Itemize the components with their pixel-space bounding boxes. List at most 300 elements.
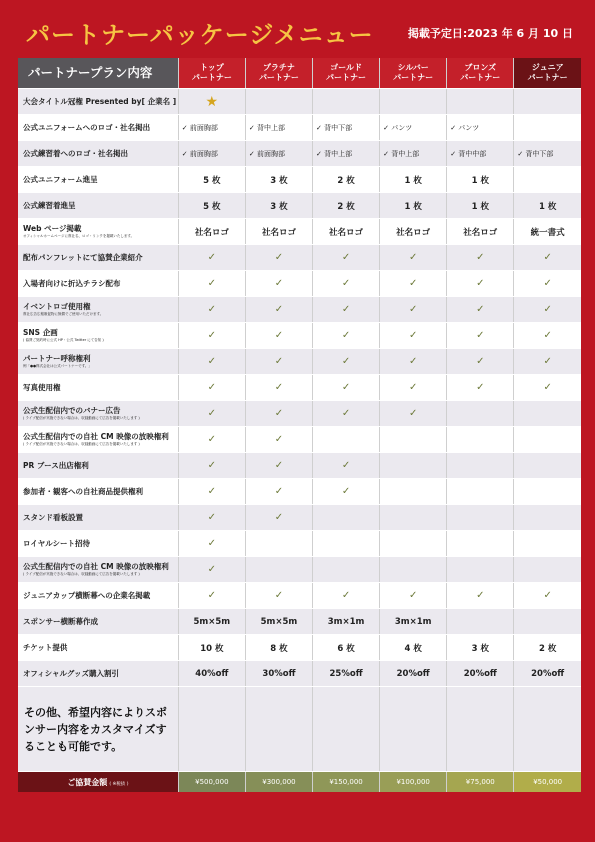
empty-cell [380,89,447,115]
empty-cell [514,401,581,427]
check-icon [380,375,447,401]
row-label-text: 公式練習着進呈 [23,200,76,210]
empty-cell [380,453,447,479]
check-icon [380,583,447,609]
row-label-text: SNS 企画 [23,328,58,337]
position-cell: ✓ パンツ [380,115,447,141]
check-icon [245,401,312,427]
check-icon [447,297,514,323]
price-top: ¥500,000 [178,772,245,793]
table-row [18,583,581,609]
check-icon [447,375,514,401]
table-row [18,427,581,453]
row-note: ( ライブ配信が実施できない場合は、収録動画にて広告を掲載いたします ) [23,442,140,446]
value-cell: 5 枚 [178,167,245,193]
empty-cell [514,427,581,453]
check-mark: ✓ [274,382,284,393]
empty-cell [380,531,447,557]
position-cell: ✓ 前面胸部 [178,115,245,141]
check-icon [380,245,447,271]
check-mark: ✓ [341,590,351,601]
row-label [18,297,178,323]
check-mark: ✓ [341,330,351,341]
empty-cell [514,89,581,115]
tier-bronze [447,58,514,89]
check-icon [313,375,380,401]
empty-cell [245,557,312,583]
value-cell: 30%off [245,661,312,687]
check-mark: ✓ [207,512,217,523]
check-icon [178,479,245,505]
row-label-text: Web ページ掲載 [23,224,82,233]
row-label [18,479,178,505]
check-icon [447,349,514,375]
tier-junior [514,58,581,89]
row-label-text: 公式ユニフォーム進呈 [23,174,98,184]
check-icon [178,349,245,375]
table-row [18,557,581,583]
check-icon [514,583,581,609]
check-icon [178,531,245,557]
position-cell: ✓ パンツ [447,115,514,141]
row-label [18,349,178,375]
check-icon [178,557,245,583]
tier-name: ブロンズ [464,63,497,72]
check-mark: ✓ [476,304,485,315]
row-note: オフィシャルホームページに貴社名、ロゴ・リンクを掲載いたします。 [23,234,135,238]
check-mark: ✓ [476,252,485,263]
value-cell: 3m×1m [313,609,380,635]
table-row [18,505,581,531]
tier-suffix: パートナー [393,73,434,82]
check-mark: ✓ [207,408,217,419]
row-label [18,245,178,271]
check-icon [178,401,245,427]
check-icon [245,349,312,375]
custom-note: その他、希望内容によりスポンサー内容をカスタマイズすることも可能です。 [18,687,178,772]
check-icon [313,323,380,349]
empty-cell [514,453,581,479]
check-icon [178,297,245,323]
check-icon [178,245,245,271]
check-icon [514,245,581,271]
empty-cell [380,505,447,531]
price-platinum: ¥300,000 [245,772,312,793]
check-mark: ✓ [274,408,284,419]
empty-cell [245,531,312,557]
empty-cell [447,687,514,772]
check-mark: ✓ [207,434,217,445]
position-cell: ✓ 背中上部 [313,141,380,167]
value-cell: 3 枚 [245,167,312,193]
benefit-rows [18,89,581,772]
value-cell: 4 枚 [380,635,447,661]
check-icon [380,271,447,297]
row-label-text: 配布パンフレットにて協賛企業紹介 [23,252,143,262]
check-mark: ✓ [543,590,552,601]
check-mark: ✓ [476,356,485,367]
empty-cell [313,427,380,453]
table-row [18,401,581,427]
check-mark: ✓ [207,538,217,549]
empty-cell [514,609,581,635]
position-cell: ✓ 前面胸部 [178,141,245,167]
row-note: 貴社広告広報販促物に無償でご使用いただけます。 [23,312,104,316]
check-icon [380,401,447,427]
value-cell: 1 枚 [447,193,514,219]
check-mark: ✓ [476,278,485,289]
empty-cell [514,531,581,557]
value-cell: 社名ロゴ [447,219,514,245]
value-cell: 20%off [447,661,514,687]
check-icon [447,323,514,349]
value-cell: 社名ロゴ [245,219,312,245]
table-row [18,375,581,401]
row-label-text: イベントロゴ使用権 [23,302,91,311]
check-mark: ✓ [274,434,284,445]
star-mark: ★ [205,93,219,110]
position-cell: ✓ 背中下部 [514,141,581,167]
check-icon [178,453,245,479]
table-row [18,141,581,167]
table-row [18,297,581,323]
partner-table-panel [18,58,581,787]
row-label [18,453,178,479]
row-label [18,141,178,167]
table-row [18,115,581,141]
tier-silver [380,58,447,89]
check-mark: ✓ [341,278,351,289]
custom-note-row [18,687,581,772]
row-label-text: スポンサー横断幕作成 [23,616,98,626]
check-icon [245,297,312,323]
price-row [18,772,581,793]
check-icon [178,505,245,531]
check-icon [313,479,380,505]
check-mark: ✓ [543,330,552,341]
check-mark: ✓ [274,486,284,497]
row-label-text: 公式生配信内での自社 CM 映像の放映権利 [23,562,169,571]
empty-cell [514,167,581,193]
value-cell: 20%off [380,661,447,687]
empty-cell [245,687,312,772]
row-label-text: ロイヤルシート招待 [23,538,91,548]
tier-name: プラチナ [262,63,295,72]
table-row [18,531,581,557]
table-row [18,219,581,245]
row-label-text: オフィシャルグッズ購入割引 [23,668,119,678]
value-cell: 1 枚 [380,167,447,193]
check-mark: ✓ [341,408,351,419]
check-icon [313,245,380,271]
value-cell: 20%off [514,661,581,687]
check-icon [178,271,245,297]
check-mark: ✓ [408,382,418,393]
value-cell: 2 枚 [313,193,380,219]
check-mark: ✓ [341,382,351,393]
row-label [18,609,178,635]
check-mark: ✓ [476,590,485,601]
row-label-text: チケット提供 [23,642,68,652]
check-mark: ✓ [341,486,351,497]
tier-suffix: パートナー [527,73,568,82]
value-cell: 1 枚 [447,167,514,193]
check-mark: ✓ [341,460,351,471]
check-icon [313,583,380,609]
table-row [18,271,581,297]
check-icon [514,375,581,401]
empty-cell [447,505,514,531]
row-label-text: スタンド看板設置 [23,512,83,522]
tier-name: ゴールド [330,63,362,72]
value-cell: 社名ロゴ [380,219,447,245]
empty-cell [178,687,245,772]
page-title: パートナーパッケージメニュー [26,21,374,49]
check-mark: ✓ [207,330,217,341]
position-cell: ✓ 背中中部 [447,141,514,167]
check-icon [313,297,380,323]
check-mark: ✓ [341,252,351,263]
row-label [18,323,178,349]
check-mark: ✓ [207,252,217,263]
row-label-text: 写真使用権 [23,382,61,392]
tier-name: トップ [199,63,224,72]
value-cell: 5m×5m [178,609,245,635]
check-mark: ✓ [207,278,217,289]
empty-cell [447,557,514,583]
check-icon [313,349,380,375]
check-mark: ✓ [408,304,418,315]
price-label [18,772,178,793]
table-row [18,193,581,219]
empty-cell [245,89,312,115]
value-cell: 2 枚 [313,167,380,193]
position-cell: ✓ 前面胸部 [245,141,312,167]
check-mark: ✓ [274,330,284,341]
check-icon [178,583,245,609]
check-mark: ✓ [476,330,485,341]
position-cell: ✓ 背中下部 [313,115,380,141]
empty-cell [313,557,380,583]
check-mark: ✓ [543,356,552,367]
table-row [18,453,581,479]
row-label [18,505,178,531]
value-cell: 6 枚 [313,635,380,661]
row-label [18,427,178,453]
check-mark: ✓ [207,590,217,601]
check-mark: ✓ [408,408,418,419]
value-cell: 社名ロゴ [178,219,245,245]
row-label-text: 公式生配信内でのバナー広告 [23,406,121,415]
price-junior: ¥50,000 [514,772,581,793]
check-mark: ✓ [207,356,217,367]
check-mark: ✓ [476,382,485,393]
table-row [18,349,581,375]
tier-name: ジュニア [531,63,564,72]
check-mark: ✓ [341,304,351,315]
value-cell: 8 枚 [245,635,312,661]
row-label [18,375,178,401]
table-row [18,661,581,687]
tier-suffix: パートナー [258,73,299,82]
row-note: ( ライブ配信が実施できない場合は、収録動画にて広告を掲載いたします ) [23,416,140,420]
empty-cell [313,531,380,557]
check-mark: ✓ [207,486,217,497]
position-cell: ✓ 背中上部 [245,115,312,141]
check-mark: ✓ [543,382,552,393]
table-row [18,609,581,635]
check-icon [178,323,245,349]
price-gold: ¥150,000 [313,772,380,793]
value-cell: 3m×1m [380,609,447,635]
check-mark: ✓ [274,356,284,367]
check-mark: ✓ [408,356,418,367]
check-mark: ✓ [274,252,284,263]
partner-package-table [18,58,581,792]
check-icon [447,271,514,297]
check-icon [514,349,581,375]
value-cell: 5m×5m [245,609,312,635]
check-mark: ✓ [274,512,284,523]
row-label [18,661,178,687]
empty-cell [447,609,514,635]
empty-cell [447,453,514,479]
tier-name: シルバー [397,63,429,72]
value-cell: 社名ロゴ [313,219,380,245]
check-mark: ✓ [408,252,418,263]
check-icon [245,245,312,271]
empty-cell [313,687,380,772]
check-icon [178,427,245,453]
row-label-text: ジュニアカップ横断幕への企業名掲載 [23,590,151,600]
price-bronze: ¥75,000 [447,772,514,793]
row-note: ( 協賛ご契約時に公式 HP・公式 Twitter にて告知 ) [23,338,104,342]
check-icon [447,245,514,271]
check-mark: ✓ [274,590,284,601]
check-icon [447,583,514,609]
row-label [18,167,178,193]
header-plan-label: パートナープラン内容 [18,58,178,89]
check-icon [380,323,447,349]
empty-cell [447,479,514,505]
table-row [18,323,581,349]
price-silver: ¥100,000 [380,772,447,793]
row-note: 例「●●株式会社は公式パートナーです。」 [23,364,92,368]
check-mark: ✓ [274,460,284,471]
check-icon [514,271,581,297]
check-mark: ✓ [207,382,217,393]
check-mark: ✓ [207,460,217,471]
position-cell: ✓ 背中上部 [380,141,447,167]
check-icon [245,375,312,401]
check-icon [514,323,581,349]
publish-date: 掲載予定日:2023 年 6 月 10 日 [407,27,573,40]
check-mark: ✓ [543,252,552,263]
check-mark: ✓ [408,278,418,289]
table-row [18,635,581,661]
value-cell: 10 枚 [178,635,245,661]
empty-cell [313,505,380,531]
star-icon [178,89,245,115]
check-icon [178,375,245,401]
row-label [18,115,178,141]
row-label [18,271,178,297]
check-mark: ✓ [207,304,217,315]
row-label [18,583,178,609]
tier-suffix: パートナー [326,73,367,82]
empty-cell [447,531,514,557]
row-label-text: 公式練習着へのロゴ・社名掲出 [23,148,128,158]
empty-cell [380,687,447,772]
price-unit: ( ※税抜 ) [109,781,129,787]
check-icon [313,271,380,297]
tier-platinum [245,58,312,89]
empty-cell [514,505,581,531]
check-mark: ✓ [274,278,284,289]
row-label-text: PR ブース出店権利 [23,460,89,470]
value-cell: 3 枚 [447,635,514,661]
check-icon [245,479,312,505]
check-mark: ✓ [341,356,351,367]
row-note: ( ライブ配信が実施できない場合は、収録動画にて広告を掲載いたします ) [23,572,140,576]
empty-cell [447,401,514,427]
check-mark: ✓ [274,304,284,315]
tier-suffix: パートナー [191,73,232,82]
row-label [18,193,178,219]
check-icon [245,453,312,479]
row-label-text: 公式ユニフォームへのロゴ・社名掲出 [23,122,151,132]
empty-cell [380,479,447,505]
row-label-text: 入場者向けに折込チラシ配布 [23,278,121,288]
value-cell: 3 枚 [245,193,312,219]
value-cell: 5 枚 [178,193,245,219]
table-header-row [18,58,581,89]
empty-cell [447,427,514,453]
check-mark: ✓ [543,278,552,289]
check-mark: ✓ [408,330,418,341]
empty-cell [514,115,581,141]
empty-cell [514,557,581,583]
table-row [18,89,581,115]
empty-cell [380,427,447,453]
check-mark: ✓ [207,564,217,575]
row-label [18,531,178,557]
table-row [18,245,581,271]
row-label [18,635,178,661]
check-icon [245,505,312,531]
empty-cell [380,557,447,583]
value-cell: 25%off [313,661,380,687]
row-label-text: パートナー呼称権利 [23,354,91,363]
check-icon [313,401,380,427]
table-row [18,167,581,193]
tier-gold [313,58,380,89]
empty-cell [514,687,581,772]
empty-cell [313,89,380,115]
price-label-text: ご協賛金額 [67,777,108,787]
empty-cell [447,89,514,115]
value-cell: 統一書式 [514,219,581,245]
check-icon [380,349,447,375]
tier-suffix: パートナー [460,73,501,82]
check-icon [313,453,380,479]
row-label-text: 公式生配信内での自社 CM 映像の放映権利 [23,432,169,441]
row-label [18,219,178,245]
row-label-text: 大会タイトル冠権 Presented by[ 企業名 ] [23,96,177,106]
row-label-text: 参加者・観客への自社商品提供権利 [23,486,143,496]
value-cell: 40%off [178,661,245,687]
table-row [18,479,581,505]
